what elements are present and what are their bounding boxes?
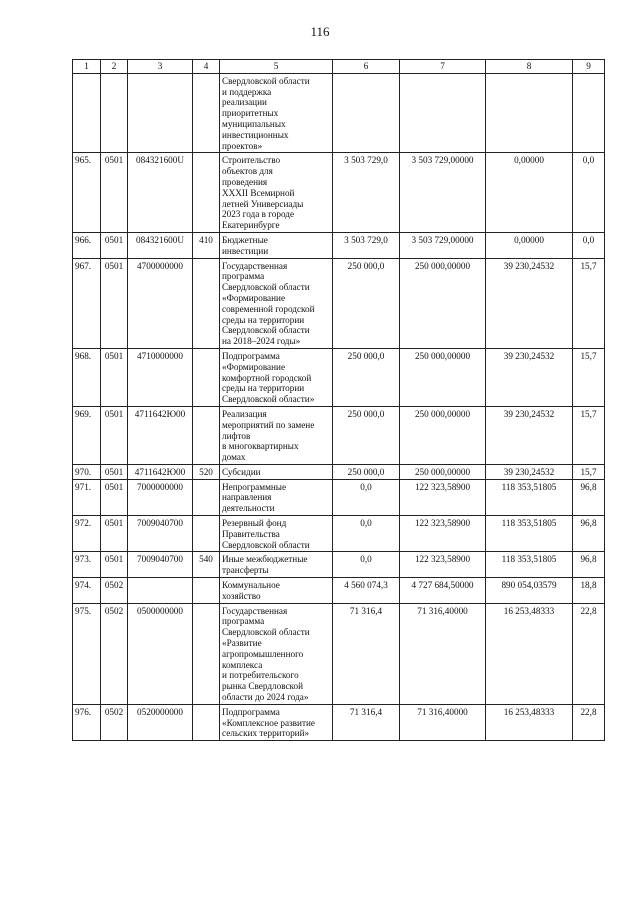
cell-col-7: 250 000,00000 <box>400 258 486 348</box>
cell-col-7: 71 316,40000 <box>400 603 486 704</box>
cell-col-5: Государственная программа Свердловской области «Развитие агропромышленного комплекса и потребительского рынка Свердловской области до 2024 года» <box>220 603 333 704</box>
cell-col-4 <box>193 153 220 233</box>
column-header-5: 5 <box>220 60 333 74</box>
column-header-7: 7 <box>400 60 486 74</box>
cell-col-4: 410 <box>193 232 220 258</box>
cell-col-1: 968. <box>73 348 101 406</box>
table-row <box>73 258 605 348</box>
cell-col-9: 96,8 <box>573 516 605 552</box>
cell-col-5: Иные межбюджетные трансферты <box>220 552 333 578</box>
cell-col-6: 250 000,0 <box>333 406 400 464</box>
cell-col-6 <box>333 73 400 153</box>
cell-col-8: 39 230,24532 <box>486 258 573 348</box>
cell-col-2: 0501 <box>101 516 128 552</box>
cell-col-2: 0501 <box>101 464 128 479</box>
cell-col-4: 540 <box>193 552 220 578</box>
table-row <box>73 704 605 740</box>
cell-col-3: 084321600U <box>128 153 193 233</box>
cell-col-7: 3 503 729,00000 <box>400 232 486 258</box>
table-row <box>73 348 605 406</box>
cell-col-8: 16 253,48333 <box>486 603 573 704</box>
cell-col-1: 970. <box>73 464 101 479</box>
cell-col-9 <box>573 73 605 153</box>
column-header-1: 1 <box>73 60 101 74</box>
cell-col-7: 4 727 684,50000 <box>400 578 486 604</box>
cell-col-8 <box>486 73 573 153</box>
cell-col-8: 0,00000 <box>486 232 573 258</box>
cell-col-9: 0,0 <box>573 153 605 233</box>
cell-col-8: 118 353,51805 <box>486 516 573 552</box>
cell-col-7: 250 000,00000 <box>400 406 486 464</box>
cell-col-2: 0502 <box>101 578 128 604</box>
cell-col-8: 39 230,24532 <box>486 348 573 406</box>
column-header-8: 8 <box>486 60 573 74</box>
table-row <box>73 552 605 578</box>
cell-col-6: 4 560 074,3 <box>333 578 400 604</box>
cell-col-1: 967. <box>73 258 101 348</box>
table-row <box>73 578 605 604</box>
cell-col-9: 15,7 <box>573 258 605 348</box>
cell-col-4: 520 <box>193 464 220 479</box>
column-header-2: 2 <box>101 60 128 74</box>
cell-col-9: 18,8 <box>573 578 605 604</box>
table-row <box>73 153 605 233</box>
cell-col-4 <box>193 348 220 406</box>
cell-col-5: Коммунальное хозяйство <box>220 578 333 604</box>
cell-col-8: 0,00000 <box>486 153 573 233</box>
cell-col-2: 0501 <box>101 258 128 348</box>
table-row <box>73 516 605 552</box>
cell-col-6: 250 000,0 <box>333 348 400 406</box>
cell-col-7 <box>400 73 486 153</box>
table-row <box>73 479 605 515</box>
cell-col-6: 250 000,0 <box>333 464 400 479</box>
cell-col-7: 250 000,00000 <box>400 464 486 479</box>
table-row <box>73 603 605 704</box>
cell-col-7: 71 316,40000 <box>400 704 486 740</box>
cell-col-2: 0501 <box>101 406 128 464</box>
cell-col-9: 22,8 <box>573 704 605 740</box>
cell-col-9: 96,8 <box>573 479 605 515</box>
cell-col-5: Резервный фонд Правительства Свердловской области <box>220 516 333 552</box>
cell-col-6: 71 316,4 <box>333 704 400 740</box>
cell-col-1 <box>73 73 101 153</box>
cell-col-3: 4700000000 <box>128 258 193 348</box>
cell-col-2: 0501 <box>101 348 128 406</box>
cell-col-1: 972. <box>73 516 101 552</box>
column-header-6: 6 <box>333 60 400 74</box>
cell-col-8: 16 253,48333 <box>486 704 573 740</box>
table-row <box>73 464 605 479</box>
table-row <box>73 73 605 153</box>
cell-col-3: 7009040700 <box>128 516 193 552</box>
cell-col-4 <box>193 516 220 552</box>
cell-col-7: 3 503 729,00000 <box>400 153 486 233</box>
cell-col-4 <box>193 578 220 604</box>
cell-col-5: Бюджетные инвестиции <box>220 232 333 258</box>
cell-col-7: 122 323,58900 <box>400 516 486 552</box>
cell-col-6: 3 503 729,0 <box>333 153 400 233</box>
cell-col-5: Реализация мероприятий по замене лифтов в многоквартирных домах <box>220 406 333 464</box>
cell-col-1: 973. <box>73 552 101 578</box>
cell-col-2: 0501 <box>101 552 128 578</box>
cell-col-9: 15,7 <box>573 464 605 479</box>
table-header-row <box>73 60 605 74</box>
cell-col-3 <box>128 73 193 153</box>
cell-col-5: Свердловской области и поддержка реализации приоритетных муниципальных инвестиционных проектов» <box>220 73 333 153</box>
cell-col-3: 4711642Ю00 <box>128 464 193 479</box>
page-number: 116 <box>310 24 330 39</box>
cell-col-5: Государственная программа Свердловской области «Формирование современной городской среды на территории Свердловской области на 2018–2024 годы» <box>220 258 333 348</box>
cell-col-3: 0520000000 <box>128 704 193 740</box>
cell-col-9: 15,7 <box>573 348 605 406</box>
cell-col-2 <box>101 73 128 153</box>
cell-col-5: Строительство объектов для проведения XXXII Всемирной летней Универсиады 2023 года в городе Екатеринбурге <box>220 153 333 233</box>
cell-col-1: 969. <box>73 406 101 464</box>
cell-col-9: 0,0 <box>573 232 605 258</box>
cell-col-7: 122 323,58900 <box>400 479 486 515</box>
cell-col-3: 7009040700 <box>128 552 193 578</box>
column-header-9: 9 <box>573 60 605 74</box>
cell-col-8: 118 353,51805 <box>486 552 573 578</box>
table-row <box>73 406 605 464</box>
cell-col-1: 971. <box>73 479 101 515</box>
cell-col-1: 966. <box>73 232 101 258</box>
cell-col-6: 250 000,0 <box>333 258 400 348</box>
cell-col-4 <box>193 603 220 704</box>
cell-col-6: 3 503 729,0 <box>333 232 400 258</box>
cell-col-1: 965. <box>73 153 101 233</box>
column-header-3: 3 <box>128 60 193 74</box>
cell-col-4 <box>193 479 220 515</box>
cell-col-9: 96,8 <box>573 552 605 578</box>
cell-col-5: Субсидии <box>220 464 333 479</box>
cell-col-7: 122 323,58900 <box>400 552 486 578</box>
cell-col-3 <box>128 578 193 604</box>
cell-col-5: Непрограммные направления деятельности <box>220 479 333 515</box>
cell-col-8: 118 353,51805 <box>486 479 573 515</box>
cell-col-3: 4711642Ю00 <box>128 406 193 464</box>
cell-col-9: 22,8 <box>573 603 605 704</box>
cell-col-8: 39 230,24532 <box>486 406 573 464</box>
cell-col-1: 975. <box>73 603 101 704</box>
cell-col-1: 976. <box>73 704 101 740</box>
cell-col-4 <box>193 704 220 740</box>
cell-col-3: 4710000000 <box>128 348 193 406</box>
cell-col-2: 0502 <box>101 603 128 704</box>
budget-table <box>72 59 605 741</box>
cell-col-8: 890 054,03579 <box>486 578 573 604</box>
cell-col-8: 39 230,24532 <box>486 464 573 479</box>
cell-col-2: 0501 <box>101 232 128 258</box>
cell-col-7: 250 000,00000 <box>400 348 486 406</box>
table-body <box>73 73 605 740</box>
cell-col-4 <box>193 406 220 464</box>
cell-col-5: Подпрограмма «Комплексное развитие сельских территорий» <box>220 704 333 740</box>
cell-col-3: 0500000000 <box>128 603 193 704</box>
cell-col-4 <box>193 258 220 348</box>
cell-col-4 <box>193 73 220 153</box>
cell-col-5: Подпрограмма «Формирование комфортной городской среды на территории Свердловской области» <box>220 348 333 406</box>
cell-col-2: 0502 <box>101 704 128 740</box>
cell-col-6: 0,0 <box>333 479 400 515</box>
column-header-4: 4 <box>193 60 220 74</box>
cell-col-6: 0,0 <box>333 552 400 578</box>
cell-col-9: 15,7 <box>573 406 605 464</box>
cell-col-2: 0501 <box>101 479 128 515</box>
table-row <box>73 232 605 258</box>
cell-col-2: 0501 <box>101 153 128 233</box>
cell-col-3: 084321600U <box>128 232 193 258</box>
cell-col-6: 0,0 <box>333 516 400 552</box>
cell-col-3: 7000000000 <box>128 479 193 515</box>
cell-col-6: 71 316,4 <box>333 603 400 704</box>
cell-col-1: 974. <box>73 578 101 604</box>
